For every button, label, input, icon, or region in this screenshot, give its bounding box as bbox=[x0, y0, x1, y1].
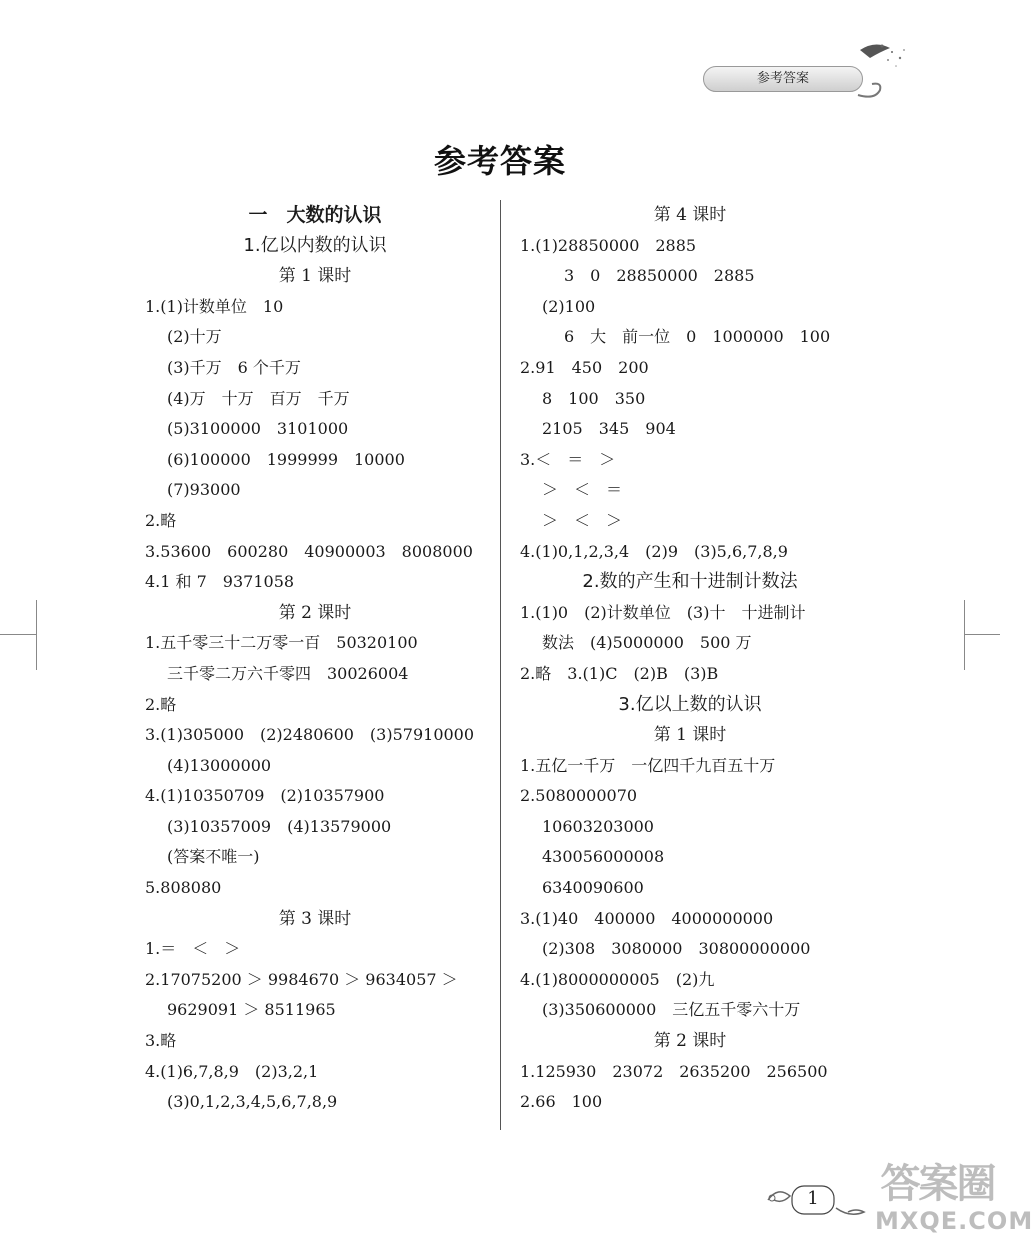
answer-line: 2.91 450 200 bbox=[520, 357, 649, 377]
answer-line: 1.五亿一千万 一亿四千九百五十万 bbox=[520, 755, 776, 775]
answer-line: 3.(1)305000 (2)2480600 (3)57910000 bbox=[145, 725, 475, 745]
answer-line: ＞ ＜ ＞ bbox=[542, 510, 623, 530]
answer-line: (7)93000 bbox=[167, 480, 241, 500]
section-heading: 3.亿以上数的认识 bbox=[618, 693, 762, 715]
answer-line: (2)308 3080000 30800000000 bbox=[542, 939, 811, 959]
section-heading: 第 1 课时 bbox=[653, 725, 727, 746]
answer-line: (3)10357009 (4)13579000 bbox=[167, 816, 392, 836]
answer-line: 2.略 3.(1)C (2)B (3)B bbox=[520, 663, 719, 683]
answer-line: ＞ ＜ ＝ bbox=[542, 480, 623, 500]
watermark bbox=[875, 1160, 1033, 1240]
answer-line: 4.(1)0,1,2,3,4 (2)9 (3)5,6,7,8,9 bbox=[520, 541, 788, 561]
section-heading: 第 1 课时 bbox=[278, 266, 352, 287]
answer-line: 1.(1)28850000 2885 bbox=[520, 235, 697, 255]
answer-line: (4)万 十万 百万 千万 bbox=[167, 388, 350, 408]
right-column bbox=[520, 200, 860, 1118]
answer-line: 4.(1)8000000005 (2)九 bbox=[520, 969, 715, 989]
answer-line: 2.17075200 ＞ 9984670 ＞ 9634057 ＞ bbox=[145, 969, 458, 989]
crop-mark bbox=[36, 600, 37, 670]
answer-line: 9629091 ＞ 8511965 bbox=[167, 1000, 336, 1020]
watermark-url: MXQE.COM bbox=[875, 1207, 1033, 1235]
section-heading: 第 2 课时 bbox=[278, 602, 352, 623]
answer-line: (2)100 bbox=[542, 296, 596, 316]
answer-line: 1.(1)计数单位 10 bbox=[145, 296, 284, 316]
section-heading: 第 3 课时 bbox=[278, 908, 352, 929]
crop-mark bbox=[964, 634, 1000, 635]
section-heading: 第 2 课时 bbox=[653, 1031, 727, 1052]
answer-line: 2.略 bbox=[145, 694, 177, 714]
answer-line: 3.＜ ＝ ＞ bbox=[520, 449, 616, 469]
answer-line: 3.(1)40 400000 4000000000 bbox=[520, 908, 774, 928]
answer-line: (6)100000 1999999 10000 bbox=[167, 449, 405, 469]
section-heading: 一 大数的认识 bbox=[248, 204, 382, 226]
crop-mark bbox=[964, 600, 965, 670]
answer-line: 1.(1)0 (2)计数单位 (3)十 十进制计 bbox=[520, 602, 806, 622]
answer-line: 1.125930 23072 2635200 256500 bbox=[520, 1061, 828, 1081]
section-heading: 第 4 课时 bbox=[653, 205, 727, 225]
answer-line: 1.＝ ＜ ＞ bbox=[145, 939, 241, 959]
answer-line: (3)350600000 三亿五千零六十万 bbox=[542, 1000, 801, 1020]
answer-line: 1.五千零三十二万零一百 50320100 bbox=[145, 633, 418, 653]
left-column bbox=[145, 200, 485, 1118]
section-heading: 2.数的产生和十进制计数法 bbox=[582, 571, 798, 593]
answer-line: 数法 (4)5000000 500 万 bbox=[542, 633, 752, 653]
answer-line: (2)十万 bbox=[167, 327, 222, 347]
answer-line: (答案不唯一) bbox=[167, 847, 260, 867]
answer-line: 5.808080 bbox=[145, 878, 222, 898]
answer-line: 430056000008 bbox=[542, 847, 665, 867]
section-heading: 1.亿以内数的认识 bbox=[243, 234, 387, 256]
answer-line: 6340090600 bbox=[542, 878, 644, 898]
answer-line: 4.1 和 7 9371058 bbox=[145, 572, 295, 592]
answer-line: 3 0 28850000 2885 bbox=[564, 266, 755, 286]
answer-line: 2.5080000070 bbox=[520, 786, 638, 806]
answer-line: (3)0,1,2,3,4,5,6,7,8,9 bbox=[167, 1092, 338, 1112]
answer-line: 4.(1)10350709 (2)10357900 bbox=[145, 786, 385, 806]
answer-line: 8 100 350 bbox=[542, 388, 646, 408]
answer-line: 4.(1)6,7,8,9 (2)3,2,1 bbox=[145, 1061, 319, 1081]
page-number: 1 bbox=[807, 1188, 819, 1209]
crop-mark bbox=[0, 634, 36, 635]
answer-line: (5)3100000 3101000 bbox=[167, 419, 349, 439]
header-tab: 参考答案 bbox=[703, 66, 863, 92]
answer-line: 2.略 bbox=[145, 510, 177, 530]
answer-line: 三千零二万六千零四 30026004 bbox=[167, 663, 409, 683]
watermark-logo: 答案圈 bbox=[880, 1161, 995, 1207]
answer-line: 6 大 前一位 0 1000000 100 bbox=[564, 327, 831, 347]
column-divider bbox=[500, 200, 501, 1130]
answer-line: (4)13000000 bbox=[167, 755, 272, 775]
answer-line: 2.66 100 bbox=[520, 1092, 603, 1112]
answer-line: 3.53600 600280 40900003 8008000 bbox=[145, 541, 473, 561]
answer-line: (3)千万 6 个千万 bbox=[167, 357, 301, 377]
answer-line: 2105 345 904 bbox=[542, 419, 676, 439]
answer-line: 10603203000 bbox=[542, 816, 654, 836]
answer-line: 3.略 bbox=[145, 1031, 177, 1051]
page-title: 参考答案 bbox=[433, 142, 566, 180]
